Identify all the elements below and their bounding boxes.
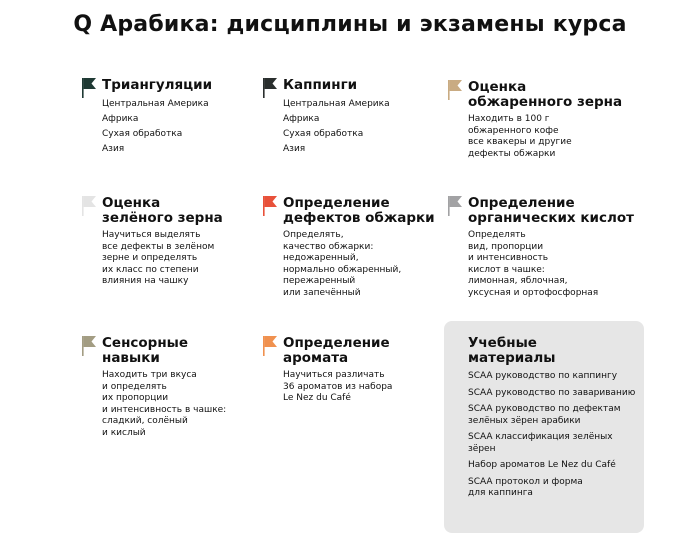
material-item: SCAA руководство по дефектам зелёных зёрен арабики	[468, 404, 621, 426]
list-item: Центральная Америка	[102, 99, 209, 109]
flag-icon	[82, 336, 96, 356]
card-description: Определять вид, пропорции и интенсивность кислот в чашке: лимонная, яблочная, уксусная и ортофосфорная	[468, 230, 599, 298]
card-description: Определять, качество обжарки: недожаренный, нормально обжаренный, пережаренный или запечённый	[283, 230, 402, 298]
card-title: Каппинги	[283, 77, 358, 93]
list-item: Центральная Америка	[283, 99, 390, 109]
card-green-grading	[82, 196, 262, 288]
material-item: Набор ароматов Le Nez du Café	[468, 460, 616, 470]
card-description: Находить в 100 г обжаренного кофе все квакеры и другие дефекты обжарки	[468, 114, 572, 159]
card-aroma	[263, 336, 443, 405]
materials-title: Учебные материалы	[468, 335, 556, 366]
list-item: Азия	[283, 144, 306, 154]
flag-icon	[82, 78, 96, 98]
flag-icon	[263, 196, 277, 216]
flag-icon	[448, 196, 462, 216]
flag-icon	[263, 78, 277, 98]
card-title: Сенсорные навыки	[102, 335, 189, 366]
material-item: SCAA руководство по завариванию	[468, 387, 636, 398]
card-title: Определение дефектов обжарки	[283, 195, 435, 226]
materials-list	[468, 371, 640, 505]
card-description: Находить три вкуса и определять их пропорции и интенсивность в чашке: сладкий, солёный и кислый	[102, 370, 227, 438]
card-description: Научиться выделять все дефекты в зелёном зерне и определять их класс по степени влияния на чашку	[102, 230, 215, 286]
material-item: SCAA руководство по каппингу	[468, 371, 618, 381]
card-title: Триангуляции	[102, 77, 213, 93]
card-roasted-grading	[448, 80, 628, 160]
card-roast-defects	[263, 196, 443, 299]
card-title: Оценка обжаренного зерна	[468, 79, 623, 110]
card-title: Определение аромата	[283, 335, 390, 366]
card-triangulation	[82, 78, 262, 157]
card-list	[283, 97, 443, 157]
card-organic-acids	[448, 196, 648, 299]
list-item: Африка	[283, 114, 320, 124]
card-title: Определение органических кислот	[468, 195, 634, 226]
material-item: SCAA классификация зелёных зёрен	[468, 432, 613, 454]
list-item: Сухая обработка	[283, 129, 364, 139]
flag-icon	[82, 196, 96, 216]
list-item: Африка	[102, 114, 139, 124]
materials-panel	[444, 321, 644, 533]
material-item: SCAA протокол и форма для каппинга	[468, 476, 583, 498]
card-title: Оценка зелёного зерна	[102, 195, 223, 226]
flag-icon	[263, 336, 277, 356]
card-description: Научиться различать 36 ароматов из набора Le Nez du Café	[283, 370, 393, 403]
card-sensory-skills	[82, 336, 262, 439]
card-list	[102, 97, 262, 157]
list-item: Сухая обработка	[102, 129, 183, 139]
page-title: Q Арабика: дисциплины и экзамены курса	[73, 12, 627, 37]
flag-icon	[448, 80, 462, 100]
card-cupping	[263, 78, 443, 157]
list-item: Азия	[102, 144, 125, 154]
